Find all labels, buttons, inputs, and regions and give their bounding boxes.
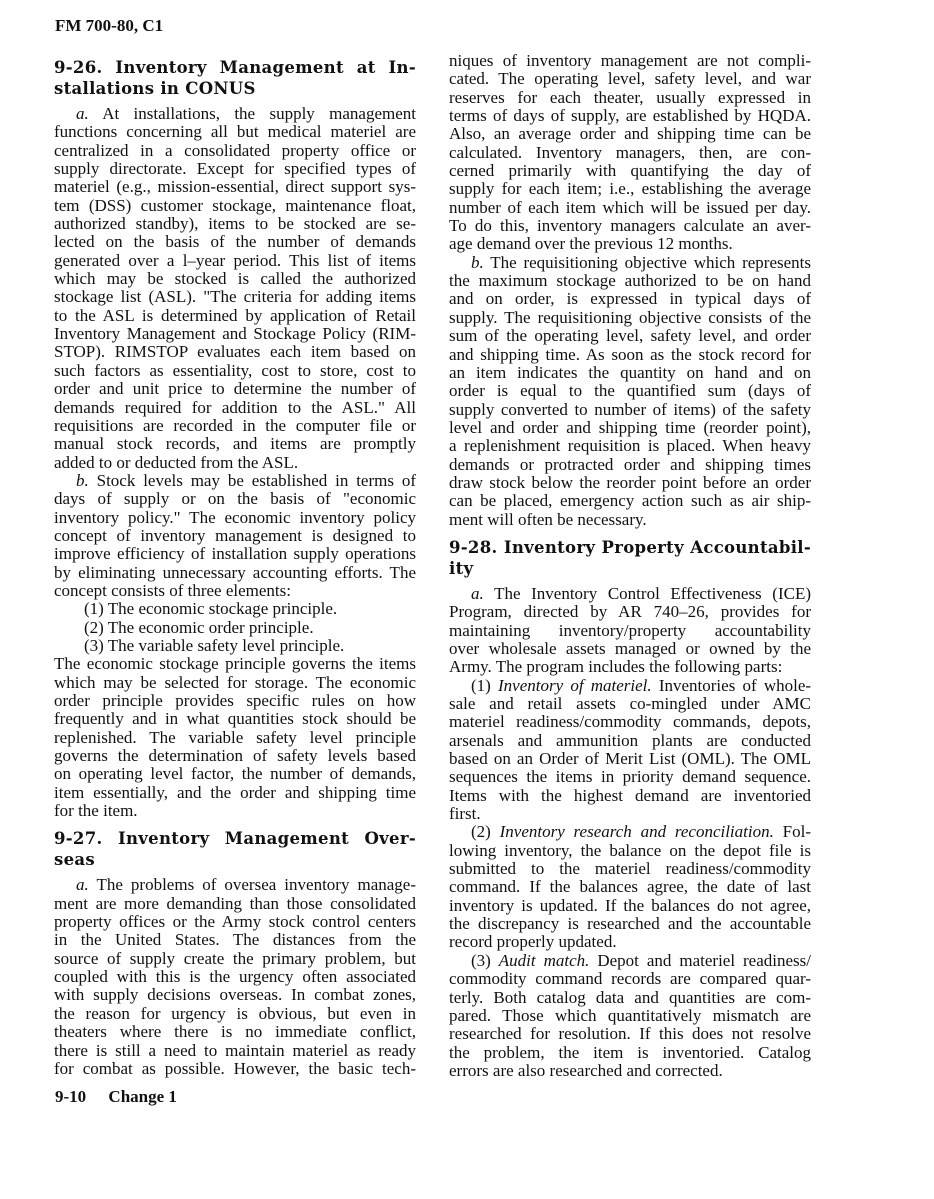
line-text: age demand over the previous 12 months. (449, 234, 733, 254)
line-text: sale and retail assets co-mingled under AMC (449, 694, 811, 713)
text-line (449, 254, 811, 272)
line-text: demands required for addition to the ASL." All (54, 397, 416, 417)
text-line (54, 564, 416, 582)
line-text: generated over a l–year period. This list of items (54, 250, 416, 270)
text-line (54, 950, 416, 968)
text-line (449, 382, 811, 400)
line-text: Also, an average order and shipping time can be (449, 124, 811, 144)
line-text: based on an Order of Merit List (OML). The OML (449, 749, 811, 769)
line-text: (2) The economic order principle. (84, 617, 314, 637)
line-text: supply for each item; i.e., establishing the average (449, 179, 811, 199)
text-line (54, 178, 416, 196)
change-label: Change 1 (108, 1087, 177, 1106)
line-text: materiel readiness/commodity commands, depots, (449, 712, 811, 732)
line-text: can be placed, emergency action such as air ship- (449, 491, 811, 511)
line-text: property offices or the Army stock control centers (54, 912, 416, 932)
text-line (449, 970, 811, 988)
line-text: for the item. (54, 801, 138, 821)
paragraph-lead: Inventory of materiel. (498, 675, 652, 695)
text-line (54, 710, 416, 728)
line-text: At installations, the supply management (102, 104, 417, 123)
line-text: theaters where there is no immediate conflict, (54, 1022, 416, 1042)
text-line (449, 492, 811, 510)
text-line (449, 677, 811, 695)
line-text: Program, directed by AR 740–26, provides for (449, 602, 811, 622)
text-line (449, 787, 811, 805)
paragraph-lead: Inventory research and reconciliation. (499, 822, 774, 842)
line-text: terms of days of supply, are established by HQDA. (449, 106, 811, 126)
text-line (54, 399, 416, 417)
page-number: 9-10 (55, 1087, 87, 1106)
section-heading (54, 828, 416, 870)
line-text: record properly updated. (449, 932, 617, 952)
text-line (449, 732, 811, 750)
text-line (54, 582, 416, 600)
line-text: replenished. The variable safety level principle (54, 727, 416, 747)
text-line (54, 490, 416, 508)
text-line (449, 364, 811, 382)
text-line (449, 768, 811, 786)
text-line (449, 622, 811, 640)
text-line (449, 144, 811, 162)
text-line (54, 288, 416, 306)
line-text: ment will often be necessary. (449, 509, 647, 529)
text-line (449, 933, 811, 951)
text-line (54, 509, 416, 527)
line-text: concept of inventory management is designed to (54, 525, 416, 545)
text-line (449, 989, 811, 1007)
page-footer (55, 1087, 195, 1107)
line-text: 9-26. Inventory Management at In- (54, 58, 416, 77)
paragraph (54, 655, 416, 820)
paragraph-lead: Audit match. (498, 950, 590, 970)
text-line (54, 325, 416, 343)
element-list (54, 600, 416, 655)
text-line (449, 897, 811, 915)
line-text: The Inventory Control Effectiveness (ICE) (494, 583, 811, 603)
text-line (449, 474, 811, 492)
line-text: The economic stockage principle governs the items (54, 654, 416, 674)
text-line (449, 309, 811, 327)
text-line (54, 765, 416, 783)
line-text: and on order, is expressed in typical days of (449, 289, 811, 309)
line-text: Inventory Management and Stockage Policy (RIM- (54, 324, 416, 344)
line-text: supply directorate. Except for specified types of (54, 159, 416, 179)
text-line (449, 1007, 811, 1025)
line-text: stallations in CONUS (54, 79, 256, 98)
line-text: 9-28. Inventory Property Accountabil- (449, 537, 811, 557)
text-line (449, 52, 811, 70)
line-text: source of supply create the primary problem, but (54, 948, 416, 968)
line-text: command. If the balances agree, the date of last (449, 877, 811, 897)
text-line (54, 142, 416, 160)
text-line (449, 290, 811, 308)
text-line (449, 107, 811, 125)
text-line (54, 747, 416, 765)
line-text: stockage list (ASL). "The criteria for adding items (54, 287, 416, 307)
paragraph (54, 105, 416, 472)
text-line (449, 199, 811, 217)
line-text: materiel (e.g., mission-essential, direct support sys- (54, 177, 416, 197)
text-line (54, 1005, 416, 1023)
text-line (54, 435, 416, 453)
line-text: sequences the items in priority demand sequence. (449, 767, 811, 787)
text-line (449, 180, 811, 198)
line-text: such factors as essentiality, cost to store, cost to (54, 360, 416, 380)
text-line (54, 233, 416, 251)
line-text: concept consists of three elements: (54, 580, 291, 600)
item-number: (2) (471, 822, 491, 842)
line-text: coupled with this is the urgency often associated (54, 967, 416, 987)
line-text: on operating level factor, the number of demands, (54, 764, 416, 784)
text-line (54, 454, 416, 472)
line-text: The problems of oversea inventory manage- (96, 875, 416, 895)
line-text: a replenishment requisition is placed. When heavy (449, 436, 811, 456)
line-text: which may be stocked is called the authorized (54, 269, 416, 289)
line-text: centralized in a consolidated property office or (54, 140, 416, 160)
text-line (54, 637, 416, 655)
line-text: first. (449, 804, 481, 824)
line-text: supply. The requisitioning objective consists of the (449, 307, 811, 327)
text-line (54, 692, 416, 710)
text-line (54, 784, 416, 802)
heading-line (54, 78, 416, 99)
line-text: arsenals and ammunition plants are conducted (449, 730, 811, 750)
line-text: submitted to the materiel readiness/commodity (449, 859, 811, 879)
line-text: Depot and materiel readiness/ (597, 950, 811, 970)
line-text: manual stock records, and items are promptly (54, 434, 416, 454)
text-line (449, 437, 811, 455)
paragraph (449, 952, 811, 1080)
line-text: ment are more demanding than those consolidated (54, 893, 416, 913)
line-text: in the United States. The distances from the (54, 930, 416, 950)
line-text: inventory policy." The economic inventory policy (54, 507, 416, 527)
line-text: by eliminating unnecessary accounting efforts. The (54, 562, 416, 582)
text-line (449, 89, 811, 107)
text-line (449, 162, 811, 180)
section-heading (449, 537, 811, 579)
line-text: commodity command records are compared quar- (449, 969, 811, 989)
text-line (54, 968, 416, 986)
text-line (449, 750, 811, 768)
text-line (449, 915, 811, 933)
text-line (54, 895, 416, 913)
text-line (449, 217, 811, 235)
line-text: added to or deducted from the ASL. (54, 452, 299, 472)
text-line (449, 456, 811, 474)
text-line (54, 913, 416, 931)
line-text: terly. Both catalog data and quantities are com- (449, 987, 811, 1007)
text-line (54, 1023, 416, 1041)
line-text: there is still a need to maintain materiel as ready (54, 1040, 416, 1060)
text-line (449, 658, 811, 676)
text-line (54, 160, 416, 178)
line-text: an item indicates the quantity on hand and on (449, 362, 811, 382)
line-text: order principle provides specific rules on how (54, 691, 416, 710)
line-text: authorized standby), items to be stocked are se- (54, 214, 416, 234)
line-text: draw stock below the reorder point before an order (449, 472, 811, 492)
line-text: errors are also researched and corrected. (449, 1060, 723, 1080)
right-column (449, 52, 811, 1080)
text-line (449, 842, 811, 860)
text-line (54, 197, 416, 215)
text-line (54, 674, 416, 692)
text-line (54, 472, 416, 490)
text-line (449, 695, 811, 713)
line-text: cated. The operating level, safety level, and war (449, 69, 811, 89)
line-text: cerned primarily with quantifying the day of (449, 161, 811, 181)
item-number: (1) (471, 675, 491, 695)
text-line (449, 125, 811, 143)
heading-line (54, 828, 416, 849)
line-text: item essentially, and the order and shipping time (54, 782, 416, 802)
line-text: Stock levels may be established in terms of (96, 470, 416, 490)
line-text: governs the determination of safety levels based (54, 746, 416, 766)
text-line (54, 252, 416, 270)
line-text: functions concerning all but medical materiel are (54, 122, 416, 142)
item-number: (3) (471, 950, 491, 970)
line-text: pared. Those which quantitatively mismatch are (449, 1005, 811, 1025)
text-line (54, 655, 416, 673)
text-line (449, 1025, 811, 1043)
text-line (54, 270, 416, 288)
paragraph-lead: a. (471, 583, 484, 603)
text-line (54, 343, 416, 361)
line-text: the reason for urgency is obvious, but even in (54, 1003, 416, 1023)
text-line (449, 235, 811, 253)
line-text: Army. The program includes the following parts: (449, 657, 783, 677)
line-text: over wholesale assets managed or owned by the (449, 638, 811, 658)
text-line (449, 860, 811, 878)
line-text: Inventories of whole- (658, 675, 812, 695)
text-line (449, 878, 811, 896)
line-text: 9-27. Inventory Management Over- (54, 829, 416, 849)
paragraph-lead: b. (76, 470, 89, 490)
running-header: FM 700-80, C1 (55, 16, 164, 35)
line-text: the discrepancy is researched and the accountable (449, 914, 811, 934)
text-line (449, 346, 811, 364)
line-text: maintaining inventory/property accountability (449, 620, 811, 640)
line-text: number of each item which will be issued per day. (449, 197, 811, 217)
paragraph-lead: a. (76, 875, 89, 895)
line-text: (1) The economic stockage principle. (84, 599, 338, 619)
text-line (449, 640, 811, 658)
line-text: inventory is updated. If the balances do not agree, (449, 895, 811, 915)
line-text: level and order and shipping time (reorder point), (449, 417, 811, 437)
line-text: reserves for each theater, usually expressed in (449, 87, 811, 107)
paragraph (54, 876, 416, 1078)
line-text: and shipping time. As soon as the stock record for (449, 344, 811, 364)
line-text: with supply decisions overseas. In combat zones, (54, 985, 416, 1005)
line-text: sum of the operating level, safety level, and order (449, 326, 811, 346)
line-text: Items with the highest demand are inventoried (449, 785, 811, 805)
line-text: researched for resolution. If this does not resolve (449, 1024, 811, 1044)
text-line (54, 123, 416, 141)
text-line (54, 1060, 416, 1078)
paragraph (449, 677, 811, 824)
line-text: STOP). RIMSTOP evaluates each item based on (54, 342, 416, 362)
text-line (54, 600, 416, 618)
text-line (54, 105, 416, 123)
text-line (449, 603, 811, 621)
line-text: the maximum stockage authorized to be on hand (449, 271, 811, 291)
text-line (54, 527, 416, 545)
line-text: (3) The variable safety level principle. (84, 635, 345, 655)
text-line (54, 931, 416, 949)
text-line (54, 417, 416, 435)
line-text: improve efficiency of installation supply operations (54, 544, 416, 564)
line-text: To do this, inventory managers calculate an aver- (449, 216, 811, 236)
line-text: for combat as possible. However, the basic tech- (54, 1058, 416, 1078)
text-line (449, 401, 811, 419)
text-line (449, 272, 811, 290)
paragraph-lead: a. (76, 104, 89, 123)
line-text: frequently and in what quantities stock should be (54, 709, 416, 729)
line-text: lected on the basis of the number of demands (54, 232, 416, 252)
text-line (54, 215, 416, 233)
line-text: requisitions are recorded in the computer file or (54, 415, 416, 435)
line-text: calculated. Inventory managers, then, are con- (449, 142, 811, 162)
line-text: lowing inventory, the balance on the depot file is (449, 840, 811, 860)
heading-line (54, 849, 416, 870)
text-line (449, 805, 811, 823)
line-text: order is equal to the quantified sum (days of (449, 381, 811, 401)
text-line (449, 585, 811, 603)
heading-line (449, 537, 811, 558)
text-line (54, 545, 416, 563)
text-line (54, 876, 416, 894)
text-line (54, 1042, 416, 1060)
text-line (54, 380, 416, 398)
text-line (54, 729, 416, 747)
section-heading (54, 57, 416, 99)
text-line (449, 952, 811, 970)
line-text: tem (DSS) customer stockage, maintenance float, (54, 195, 416, 215)
text-line (54, 619, 416, 637)
left-column (54, 57, 416, 1078)
text-line (54, 986, 416, 1004)
line-text: The requisitioning objective which represents (490, 252, 811, 272)
text-line (449, 1062, 811, 1080)
line-text: to the ASL is determined by application of Retail (54, 305, 416, 325)
text-line (449, 511, 811, 529)
paragraph (449, 585, 811, 677)
line-text: the problem, the item is inventoried. Catalog (449, 1042, 811, 1062)
paragraph (449, 254, 811, 529)
line-text: supply converted to number of items) of the safety (449, 399, 811, 419)
line-text: niques of inventory management are not compli- (449, 51, 811, 70)
line-text: seas (54, 850, 95, 870)
text-line (54, 362, 416, 380)
text-line (449, 70, 811, 88)
paragraph (449, 823, 811, 951)
paragraph-lead: b. (471, 252, 484, 272)
line-text: Fol- (782, 822, 811, 842)
line-text: demands or protracted order and shipping times (449, 454, 811, 474)
heading-line (54, 57, 416, 78)
heading-line (449, 558, 811, 579)
line-text: ity (449, 558, 474, 578)
paragraph (54, 472, 416, 600)
paragraph (449, 52, 811, 254)
line-text: which may be selected for storage. The economic (54, 672, 416, 692)
line-text: order and unit price to determine the number of (54, 379, 416, 399)
text-line (449, 327, 811, 345)
text-line (449, 419, 811, 437)
text-line (449, 1044, 811, 1062)
text-line (54, 307, 416, 325)
text-line (449, 713, 811, 731)
text-line (54, 802, 416, 820)
line-text: days of supply or on the basis of "economic (54, 489, 416, 509)
text-line (449, 823, 811, 841)
